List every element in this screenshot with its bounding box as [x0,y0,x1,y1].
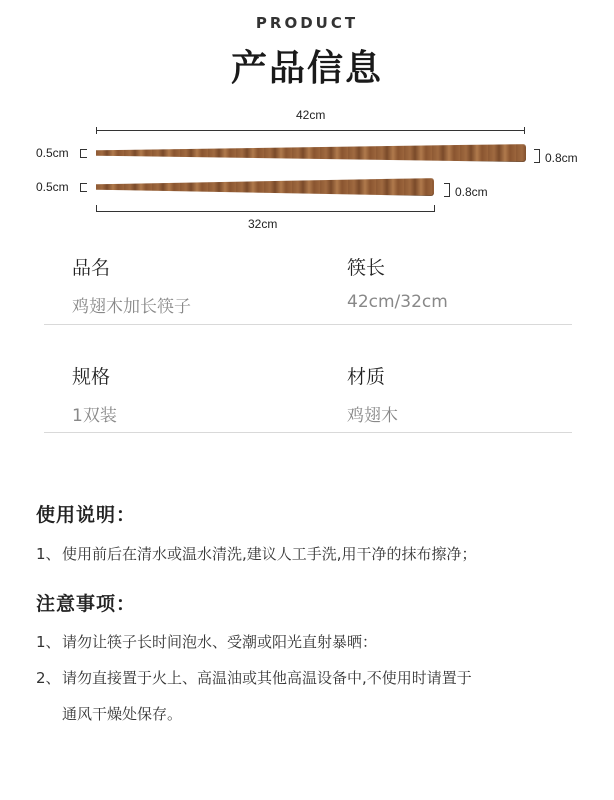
long-end-label: 0.8cm [545,151,578,165]
short-tip-bracket [80,183,87,192]
spec-material-label: 材质 [347,366,386,388]
short-length-tick-right [434,205,435,212]
usage-item-text: 使用前后在清水或温水清洗,建议人工手洗,用干净的抹布擦净； [62,545,477,563]
spec-size-value: 1双装 [72,406,117,426]
short-length-line [96,211,434,212]
spec-divider-2 [44,432,572,433]
notes-item-1 [36,628,377,656]
long-length-label: 42cm [296,108,326,122]
long-length-tick-left [96,127,97,134]
spec-name-label: 品名 [72,257,111,279]
short-end-label: 0.8cm [455,185,488,199]
spec-divider-1 [44,324,572,325]
notes-item-number: 2、 [36,669,61,687]
notes-item-number: 1、 [36,633,61,651]
notes-item-2 [36,664,472,692]
long-tip-bracket [80,149,87,158]
short-length-label: 32cm [248,217,278,231]
spec-length-value: 42cm/32cm [347,292,448,312]
spec-length-label: 筷长 [347,257,386,279]
product-diagram [0,100,614,240]
long-tip-label: 0.5cm [36,146,69,160]
notes-heading: 注意事项： [36,593,137,615]
spec-size-label: 规格 [72,366,111,388]
long-length-tick-right [524,127,525,134]
short-end-bracket [444,183,450,197]
section-eyebrow: PRODUCT [255,14,359,32]
short-chopstick [96,178,434,196]
long-chopstick [96,144,526,162]
notes-item-text: 请勿直接置于火上、高温油或其他高温设备中,不使用时请置于 [62,669,472,687]
page-title: 产品信息 [230,48,383,89]
usage-heading: 使用说明： [36,504,137,526]
usage-item-number: 1、 [36,545,61,563]
long-end-bracket [534,149,540,163]
short-tip-label: 0.5cm [36,180,69,194]
long-length-line [96,130,524,131]
short-length-tick-left [96,205,97,212]
spec-name-value: 鸡翅木加长筷子 [72,297,191,317]
notes-item-text: 请勿让筷子长时间泡水、受潮或阳光直射暴晒： [62,633,378,651]
notes-item-continuation: 通风干燥处保存。 [62,705,183,723]
usage-item [36,540,477,568]
spec-material-value: 鸡翅木 [347,406,398,426]
